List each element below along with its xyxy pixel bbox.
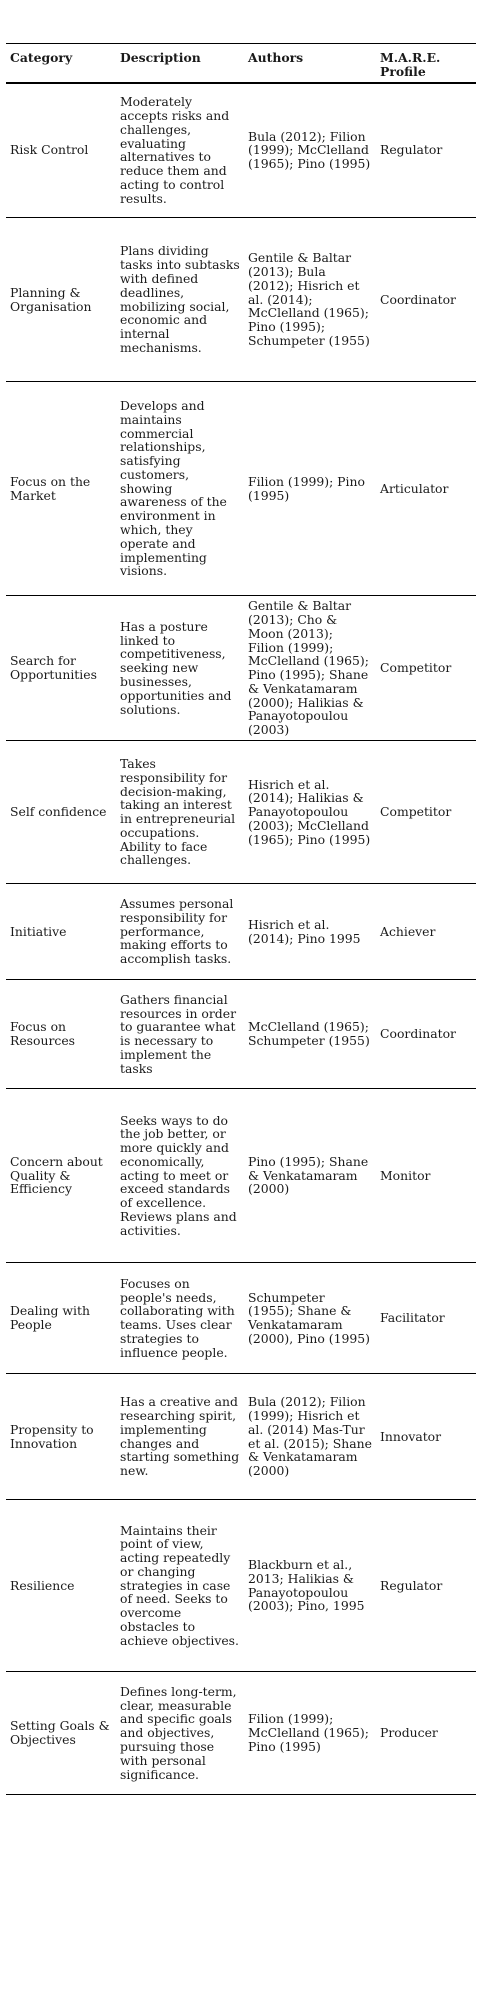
table-row (6, 1263, 476, 1374)
category-cell: Initiative (6, 884, 116, 980)
category-cell: Search for Opportunities (6, 596, 116, 741)
description-cell: Seeks ways to do the job better, or more quickly and economically, acting to meet or exceed standards of excellence. Reviews plans and activities. (116, 1089, 244, 1263)
authors-cell: Pino (1995); Shane & Venkatamaram (2000) (244, 1089, 376, 1263)
table-row (6, 83, 476, 218)
description-cell: Moderately accepts risks and challenges, evaluating alternatives to reduce them and acting to control results. (116, 83, 244, 218)
table-row (6, 596, 476, 741)
description-cell: Maintains their point of view, acting repeatedly or changing strategies in case of need. Seeks to overcome obstacles to achieve objectives. (116, 1500, 244, 1672)
profile-cell: Achiever (376, 884, 476, 980)
description-cell: Defines long-term, clear, measurable and specific goals and objectives, pursuing those with personal significance. (116, 1672, 244, 1795)
profile-cell: Articulator (376, 382, 476, 596)
category-cell: Setting Goals & Objectives (6, 1672, 116, 1795)
table-header (6, 44, 476, 83)
header-authors: Authors (244, 44, 376, 83)
profile-cell: Producer (376, 1672, 476, 1795)
profile-cell: Competitor (376, 741, 476, 884)
authors-cell: McClelland (1965); Schumpeter (1955) (244, 980, 376, 1089)
table-row (6, 1089, 476, 1263)
table-row (6, 884, 476, 980)
authors-cell: Gentile & Baltar (2013); Cho & Moon (2013); Filion (1999); McClelland (1965); Pino (1995); Shane & Venkatamaram (2000); Halikias & Panayotopoulou (2003) (244, 596, 376, 741)
description-cell: Takes responsibility for decision-making, taking an interest in entrepreneurial occupations. Ability to face challenges. (116, 741, 244, 884)
description-cell: Plans dividing tasks into subtasks with defined deadlines, mobilizing social, economic and internal mechanisms. (116, 218, 244, 382)
category-cell: Planning & Organisation (6, 218, 116, 382)
profile-cell: Innovator (376, 1374, 476, 1500)
header-profile: M.A.R.E. Profile (376, 44, 476, 83)
authors-cell: Hisrich et al. (2014); Pino 1995 (244, 884, 376, 980)
profile-cell: Regulator (376, 1500, 476, 1672)
table-body (6, 83, 476, 1795)
authors-cell: Blackburn et al., 2013; Halikias & Panayotopoulou (2003); Pino, 1995 (244, 1500, 376, 1672)
header-row (6, 44, 476, 83)
description-cell: Has a posture linked to competitiveness, seeking new businesses, opportunities and solutions. (116, 596, 244, 741)
profile-cell: Competitor (376, 596, 476, 741)
table-row (6, 980, 476, 1089)
authors-cell: Gentile & Baltar (2013); Bula (2012); Hisrich et al. (2014); McClelland (1965); Pino (1995); Schumpeter (1955) (244, 218, 376, 382)
description-cell: Develops and maintains commercial relationships, satisfying customers, showing awareness of the environment in which, they operate and implementing visions. (116, 382, 244, 596)
table-row (6, 1672, 476, 1795)
profile-cell: Facilitator (376, 1263, 476, 1374)
authors-cell: Filion (1999); Pino (1995) (244, 382, 376, 596)
description-cell: Has a creative and researching spirit, implementing changes and starting something new. (116, 1374, 244, 1500)
authors-cell: Bula (2012); Filion (1999); McClelland (1965); Pino (1995) (244, 83, 376, 218)
authors-cell: Schumpeter (1955); Shane & Venkatamaram (2000), Pino (1995) (244, 1263, 376, 1374)
description-cell: Focuses on people's needs, collaborating with teams. Uses clear strategies to influence people. (116, 1263, 244, 1374)
table-row (6, 382, 476, 596)
profile-cell: Monitor (376, 1089, 476, 1263)
category-cell: Dealing with People (6, 1263, 116, 1374)
authors-cell: Hisrich et al. (2014); Halikias & Panayotopoulou (2003); McClelland (1965); Pino (1995) (244, 741, 376, 884)
category-cell: Self confidence (6, 741, 116, 884)
header-category: Category (6, 44, 116, 83)
table-row (6, 1374, 476, 1500)
category-cell: Resilience (6, 1500, 116, 1672)
description-cell: Gathers financial resources in order to guarantee what is necessary to implement the tasks (116, 980, 244, 1089)
profile-cell: Coordinator (376, 218, 476, 382)
category-cell: Propensity to Innovation (6, 1374, 116, 1500)
table-row (6, 1500, 476, 1672)
category-cell: Risk Control (6, 83, 116, 218)
category-cell: Concern about Quality & Efficiency (6, 1089, 116, 1263)
category-cell: Focus on the Market (6, 382, 116, 596)
header-description: Description (116, 44, 244, 83)
description-cell: Assumes personal responsibility for performance, making efforts to accomplish tasks. (116, 884, 244, 980)
competency-table (6, 43, 476, 1795)
profile-cell: Coordinator (376, 980, 476, 1089)
authors-cell: Bula (2012); Filion (1999); Hisrich et al. (2014) Mas-Tur et al. (2015); Shane & Venkatamaram (2000) (244, 1374, 376, 1500)
category-cell: Focus on Resources (6, 980, 116, 1089)
table-row (6, 741, 476, 884)
profile-cell: Regulator (376, 83, 476, 218)
authors-cell: Filion (1999); McClelland (1965); Pino (1995) (244, 1672, 376, 1795)
table-row (6, 218, 476, 382)
